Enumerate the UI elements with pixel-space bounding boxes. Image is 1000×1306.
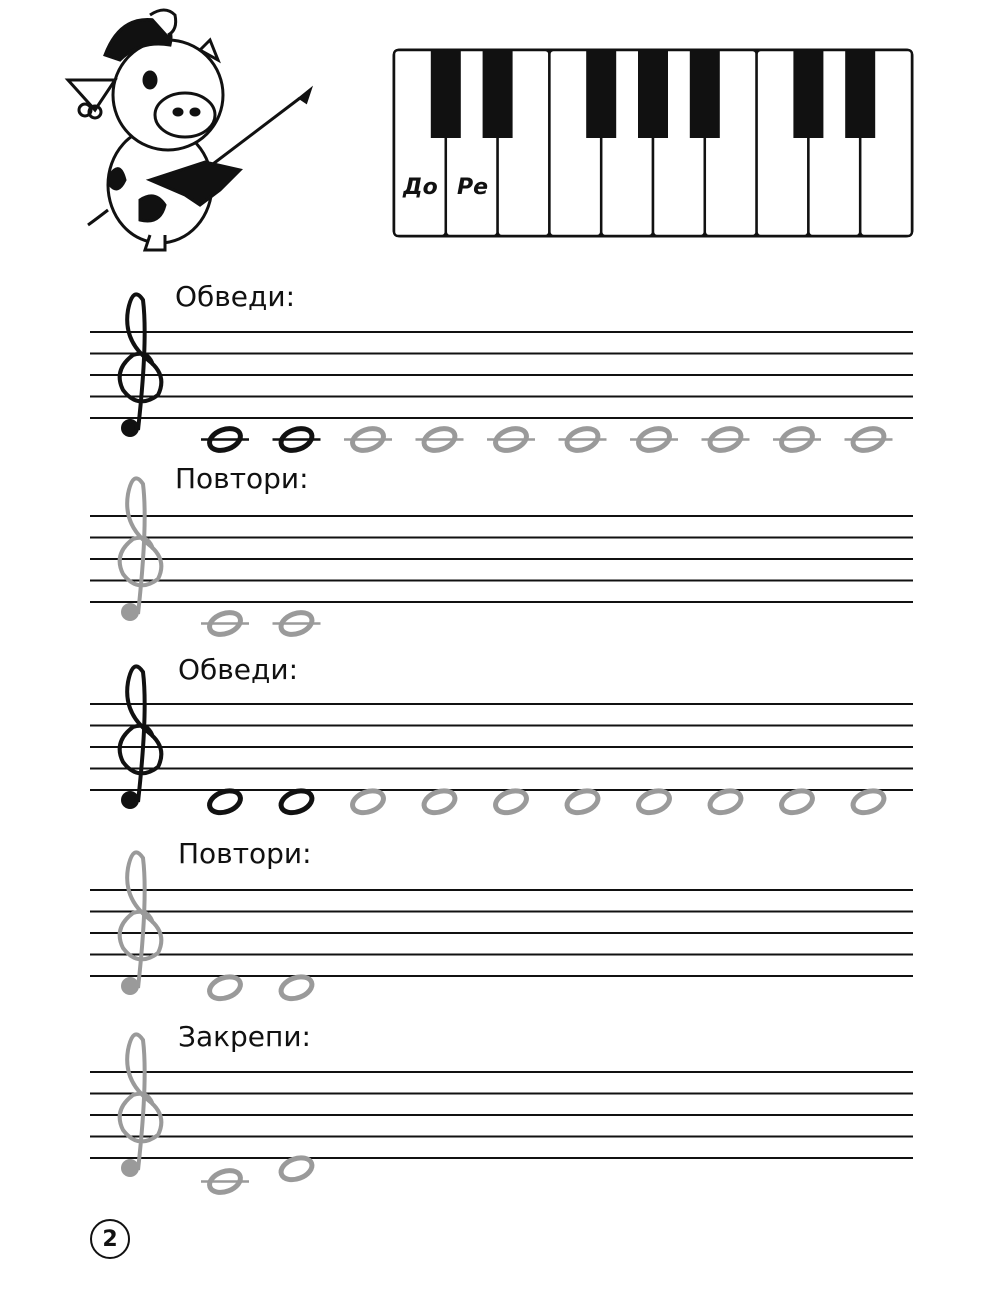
whole-note — [207, 973, 244, 1003]
whole-note — [201, 609, 249, 639]
treble-clef-icon — [120, 478, 162, 619]
whole-note — [636, 787, 673, 817]
whole-note — [779, 787, 816, 817]
whole-note — [416, 425, 464, 455]
section-label: Закрепи: — [178, 1020, 311, 1053]
whole-note — [630, 425, 678, 455]
section-label: Обведи: — [178, 653, 299, 686]
whole-note — [344, 425, 392, 455]
staff-section — [90, 478, 913, 638]
section-label: Повтори: — [178, 837, 312, 870]
whole-note — [564, 787, 601, 817]
whole-note — [421, 787, 458, 817]
treble-clef-icon — [120, 852, 162, 993]
key-label-re: Ре — [457, 175, 489, 200]
staff-section — [90, 666, 913, 816]
page-number: 2 — [90, 1219, 130, 1259]
treble-clef-icon — [120, 666, 162, 807]
staff-section — [90, 294, 913, 454]
whole-note — [773, 425, 821, 455]
whole-note — [702, 425, 750, 455]
whole-note — [850, 787, 887, 817]
whole-note — [707, 787, 744, 817]
key-label-do: До — [403, 175, 438, 200]
staff-section — [90, 852, 913, 1002]
whole-note — [273, 425, 321, 455]
whole-note — [201, 425, 249, 455]
whole-note — [350, 787, 387, 817]
whole-note — [493, 787, 530, 817]
treble-clef-icon — [120, 1034, 162, 1175]
treble-clef-icon — [120, 294, 162, 435]
whole-note — [559, 425, 607, 455]
whole-note — [278, 787, 315, 817]
whole-note — [278, 973, 315, 1003]
whole-note — [201, 1167, 249, 1197]
staff-section — [90, 1034, 913, 1196]
section-label: Повтори: — [175, 462, 309, 495]
whole-note — [273, 609, 321, 639]
whole-note — [845, 425, 893, 455]
whole-note — [487, 425, 535, 455]
section-label: Обведи: — [175, 280, 296, 313]
whole-note — [207, 787, 244, 817]
